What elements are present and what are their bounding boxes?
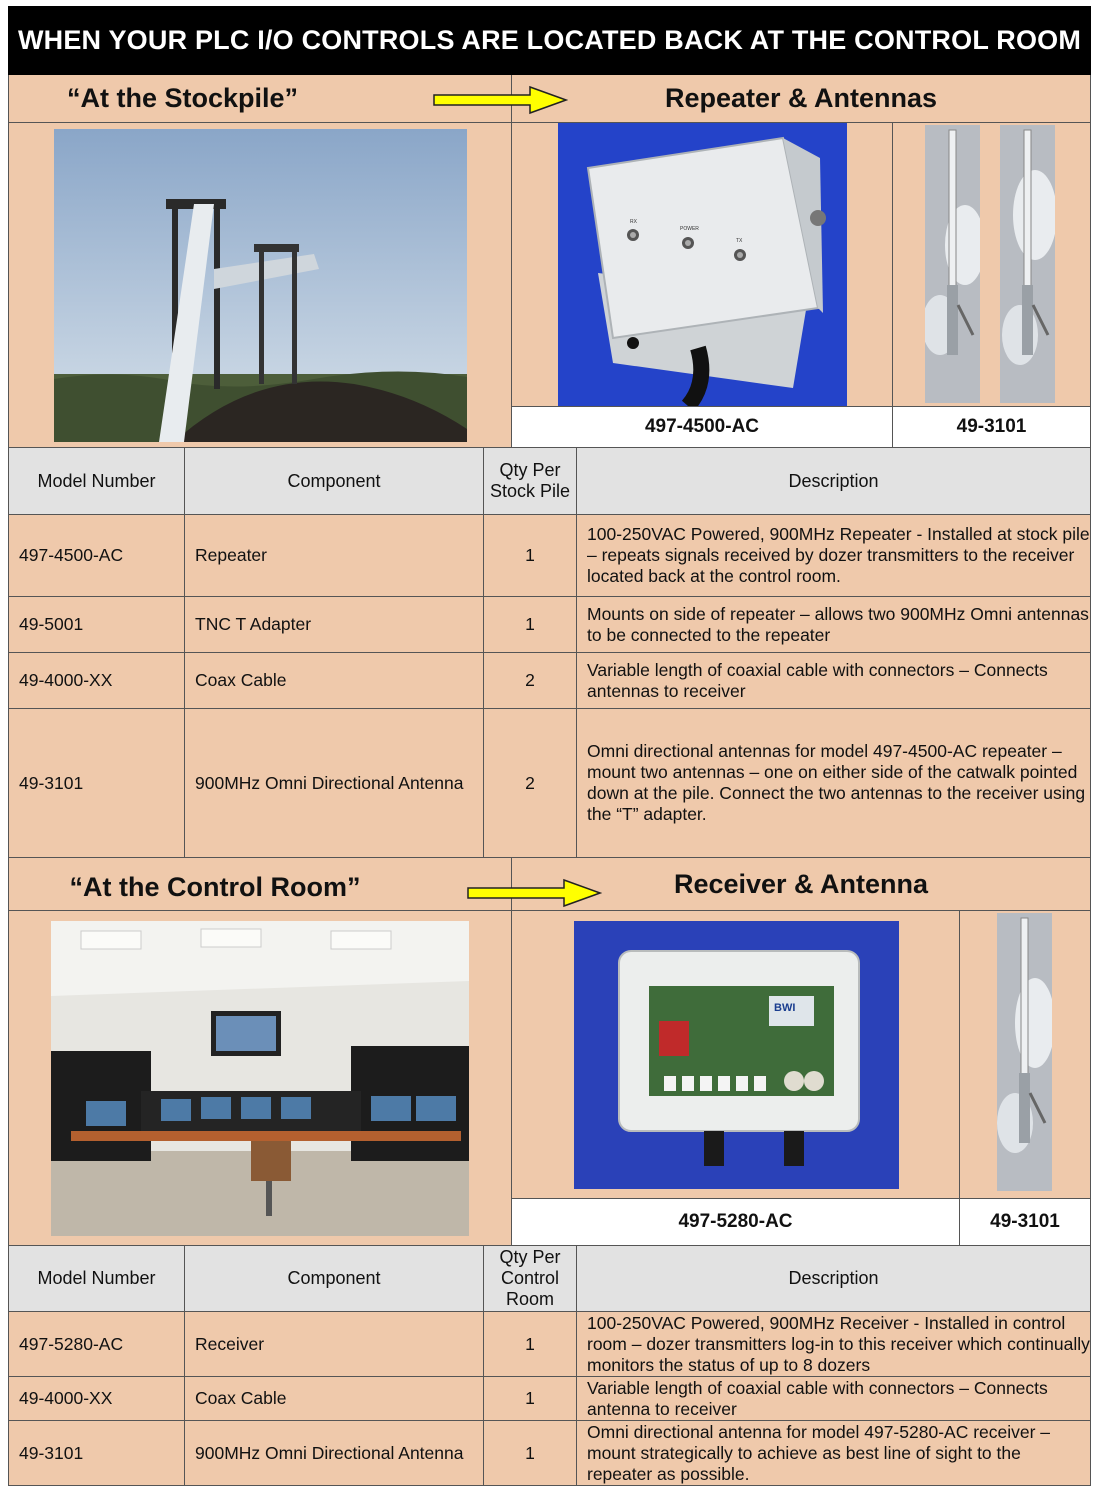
receiver-board-label: BWI — [774, 1002, 796, 1014]
repeater-photo-box — [512, 123, 893, 406]
control-room-table-header — [9, 1246, 1090, 1312]
description-cell: Variable length of coaxial cable with connectors – Connects antennas to receiver — [587, 659, 1048, 701]
component-cell: 900MHz Omni Directional Antenna — [185, 1421, 484, 1485]
control-room-header-row — [9, 858, 1090, 911]
col-description: Description — [788, 1268, 879, 1288]
qty-cell: 1 — [484, 515, 577, 596]
table-row — [9, 1312, 1090, 1377]
control-room-title: “At the Control Room” — [69, 871, 361, 902]
right-arrow-icon — [432, 85, 568, 115]
component-cell: Coax Cable — [185, 653, 484, 708]
description-cell: Mounts on side of repeater – allows two 900MHz Omni antennas to be connected to the repeater — [587, 603, 1089, 645]
component-cell: Receiver — [185, 1312, 484, 1376]
component-cell: TNC T Adapter — [185, 597, 484, 652]
stockpile-photo — [54, 129, 467, 442]
repeater-caption: 497-4500-AC — [512, 407, 893, 447]
antenna-photo-2 — [1000, 125, 1055, 403]
receiver-caption: 497-5280-AC — [512, 1199, 960, 1245]
antenna-photo-1 — [925, 125, 980, 403]
receiver-photo-cell — [512, 911, 1090, 1245]
control-room-photo — [51, 921, 469, 1236]
repeater-photo-cell — [512, 123, 1090, 447]
page — [8, 6, 1091, 1486]
qty-cell: 1 — [484, 597, 577, 652]
stockpile-title-cell — [9, 75, 512, 122]
description-cell: Variable length of coaxial cable with connectors – Connects antenna to receiver — [587, 1377, 1048, 1419]
col-component: Component — [185, 448, 484, 514]
model-cell: 49-5001 — [9, 597, 185, 652]
power-led-label: POWER — [680, 226, 699, 232]
description-cell: Omni directional antenna for model 497-5280-AC receiver – mount strategically to achieve as best line of sight to the repeater as possible. — [587, 1421, 1051, 1484]
receiver-antenna-photo-box — [960, 911, 1090, 1198]
description-cell: Omni directional antennas for model 497-4500-AC repeater – mount two antennas – one on either side of the catwalk pointed down at the pile. Connect the two antennas to the receiver using the “T” adapter. — [587, 741, 1086, 824]
component-cell: Coax Cable — [185, 1377, 484, 1420]
model-cell: 49-4000-XX — [9, 1377, 185, 1420]
repeater-photo — [558, 123, 847, 406]
col-qty: Qty Per Control Room — [484, 1246, 577, 1311]
col-model-number: Model Number — [9, 1246, 185, 1311]
model-cell: 49-3101 — [9, 1421, 185, 1485]
stockpile-title: “At the Stockpile” — [66, 83, 299, 113]
stockpile-photo-cell — [9, 123, 512, 447]
receiver-antenna-caption: 49-3101 — [990, 1211, 1060, 1232]
qty-cell: 1 — [484, 1377, 577, 1420]
repeater-caption-row — [512, 406, 1090, 447]
model-cell: 497-5280-AC — [9, 1312, 185, 1376]
stockpile-table-header — [9, 448, 1090, 515]
receiver-antenna-title: Receiver & Antenna — [673, 868, 929, 899]
qty-cell: 2 — [484, 709, 577, 857]
tx-led-label: TX — [736, 238, 743, 244]
receiver-caption-row — [512, 1198, 1090, 1245]
table-row — [9, 709, 1090, 858]
control-room-photo-row — [9, 911, 1090, 1246]
receiver-photo — [574, 921, 899, 1189]
receiver-antenna-photo — [997, 913, 1052, 1191]
col-model-number: Model Number — [9, 448, 185, 514]
qty-cell: 1 — [484, 1312, 577, 1376]
table-row — [9, 1377, 1090, 1421]
description-cell: 100-250VAC Powered, 900MHz Receiver - Installed in control room – dozer transmitters log-in to this receiver which continually monitors the status of up to 8 dozers — [587, 1312, 1090, 1375]
qty-cell: 2 — [484, 653, 577, 708]
content-grid — [8, 75, 1091, 1486]
right-arrow-icon — [466, 878, 602, 908]
receiver-photo-box — [512, 911, 960, 1198]
col-qty: Qty Per Stock Pile — [484, 448, 577, 514]
qty-cell: 1 — [484, 1421, 577, 1485]
description-cell: 100-250VAC Powered, 900MHz Repeater - Installed at stock pile – repeats signals received by dozer transmitters to the receiver located back at the control room. — [587, 524, 1090, 586]
model-cell: 49-3101 — [9, 709, 185, 857]
table-row — [9, 653, 1090, 709]
antenna-caption: 49-3101 — [956, 416, 1027, 437]
control-room-title-cell — [9, 858, 512, 910]
table-row — [9, 515, 1090, 597]
model-cell: 497-4500-AC — [9, 515, 185, 596]
table-row — [9, 597, 1090, 653]
col-component: Component — [185, 1246, 484, 1311]
rx-led-label: RX — [630, 219, 637, 225]
page-title: WHEN YOUR PLC I/O CONTROLS ARE LOCATED BACK AT THE CONTROL ROOM — [8, 6, 1091, 75]
repeater-antennas-title: Repeater & Antennas — [664, 83, 938, 113]
stockpile-photo-row — [9, 123, 1090, 448]
control-room-photo-cell — [9, 911, 512, 1245]
component-cell: 900MHz Omni Directional Antenna — [185, 709, 484, 857]
col-description: Description — [788, 470, 879, 491]
stockpile-header-row — [9, 75, 1090, 123]
component-cell: Repeater — [185, 515, 484, 596]
table-row — [9, 1421, 1090, 1486]
antenna-photo-box — [893, 123, 1090, 406]
model-cell: 49-4000-XX — [9, 653, 185, 708]
